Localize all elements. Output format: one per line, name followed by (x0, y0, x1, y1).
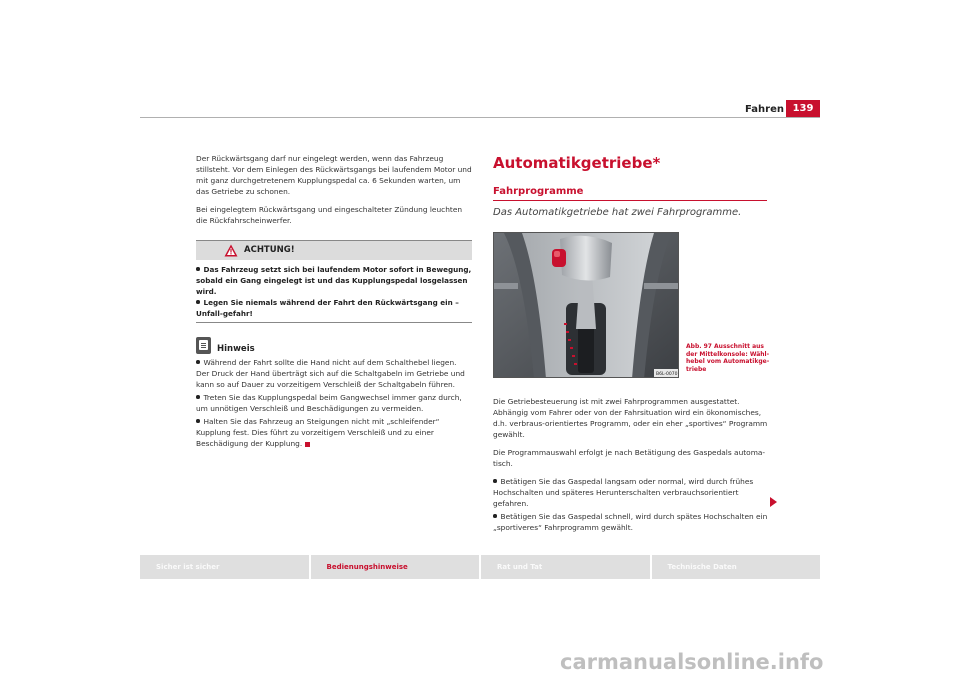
bullet-icon (196, 395, 200, 399)
warning-item (196, 297, 472, 319)
left-column (196, 153, 472, 451)
warning-title: ACHTUNG! (244, 245, 295, 255)
bullet-icon (196, 300, 200, 304)
footer-nav (140, 555, 820, 579)
header-divider (140, 117, 820, 118)
tab-technische-daten[interactable]: Technische Daten (652, 555, 821, 579)
paragraph-reverse-gear: Der Rückwärtsgang darf nur eingelegt werden, wenn das Fahrzeug stillsteht. Vor dem Einlegen des Rückwärtsgangs bei laufendem Motor und mit ganz durchgetretenem Kupplungspedal ca. 6 Sekunden warten, um das Getriebe zu schonen. (196, 154, 472, 196)
list-item (493, 511, 769, 533)
tab-rat-und-tat[interactable]: Rat und Tat (481, 555, 650, 579)
right-column-body (493, 396, 769, 535)
section-heading: Automatikgetriebe* (493, 154, 661, 172)
note-item-text: Während der Fahrt sollte die Hand nicht auf dem Schalthebel liegen. Der Druck der Hand überträgt sich auf die Schaltgabeln im Getriebe und kann so auf Dauer zu vorzeitigem Verschleiß der Schaltgabeln führen. (196, 358, 465, 389)
figure-caption: Abb. 97 Ausschnitt aus der Mittelkonsole: Wähl-hebel vom Automatikge-triebe (686, 343, 770, 373)
watermark: carmanualsonline.info (560, 650, 824, 674)
next-page-arrow-icon[interactable] (770, 497, 777, 507)
figure-code: B6L-0070 (656, 372, 678, 377)
section-end-icon (305, 442, 310, 447)
tab-sicher-ist-sicher[interactable]: Sicher ist sicher (140, 555, 309, 579)
warning-box (196, 240, 472, 323)
paragraph-programs: Die Getriebesteuerung ist mit zwei Fahrprogrammen ausgestattet. Abhängig vom Fahrer oder von der Fahrsituation wird ein ökonomisches, d.h. verbraus-orientiertes Programm, oder ein eher „sportives“ Programm gewählt. (493, 397, 768, 439)
subsection-heading: Fahrprogramme (493, 186, 767, 201)
note-title: Hinweis (217, 344, 255, 354)
note-item-text: Halten Sie das Fahrzeug an Steigungen nicht mit „schleifender“ Kupplung fest. Dies führt zu vorzeitigem Verschleiß und zu einer Beschädigung der Kupplung. (196, 417, 440, 448)
bullet-icon (493, 479, 497, 483)
note-header (196, 337, 472, 357)
bullet-icon (196, 419, 200, 423)
tab-bedienungshinweise[interactable]: Bedienungshinweise (311, 555, 480, 579)
gear-selector-figure (493, 232, 679, 378)
paragraph-reversing-lights: Bei eingelegtem Rückwärtsgang und eingeschalteter Zündung leuchten die Rückfahrscheinwerfer. (196, 205, 463, 225)
list-item-text: Betätigen Sie das Gaspedal schnell, wird durch spätes Hochschalten ein „sportiveres“ Fahrprogramm gewählt. (493, 512, 768, 532)
note-item-text: Treten Sie das Kupplungspedal beim Gangwechsel immer ganz durch, um unnötigen Verschleiß und Beschädigungen zu vermeiden. (196, 393, 462, 413)
page-header-title: Fahren (745, 104, 784, 115)
warning-item (196, 264, 472, 297)
bullet-icon (196, 360, 200, 364)
right-column (493, 154, 769, 218)
note-item (196, 357, 472, 390)
note-icon (196, 337, 211, 354)
list-item-text: Betätigen Sie das Gaspedal langsam oder normal, wird durch frühes Hochschalten und späteres Herunterschalten verbrauchsorientiert gefahren. (493, 477, 754, 508)
intro-text: Das Automatikgetriebe hat zwei Fahrprogramme. (493, 207, 742, 218)
warning-header (196, 241, 472, 260)
warning-item-text: Legen Sie niemals während der Fahrt den Rückwärtsgang ein – Unfall-gefahr! (196, 298, 459, 318)
page-number: 139 (786, 100, 820, 118)
warning-triangle-icon (224, 244, 238, 257)
gear-selector-illustration (494, 233, 679, 378)
note-item (196, 416, 472, 449)
warning-body (196, 260, 472, 322)
bullet-icon (493, 514, 497, 518)
note-item (196, 392, 472, 414)
list-item (493, 476, 769, 509)
bullet-icon (196, 267, 200, 271)
warning-item-text: Das Fahrzeug setzt sich bei laufendem Motor sofort in Bewegung, sobald ein Gang eingelegt ist und das Kupplungspedal losgelassen wird. (196, 265, 472, 296)
paragraph-selection: Die Programmauswahl erfolgt je nach Betätigung des Gaspedals automa-tisch. (493, 448, 766, 468)
